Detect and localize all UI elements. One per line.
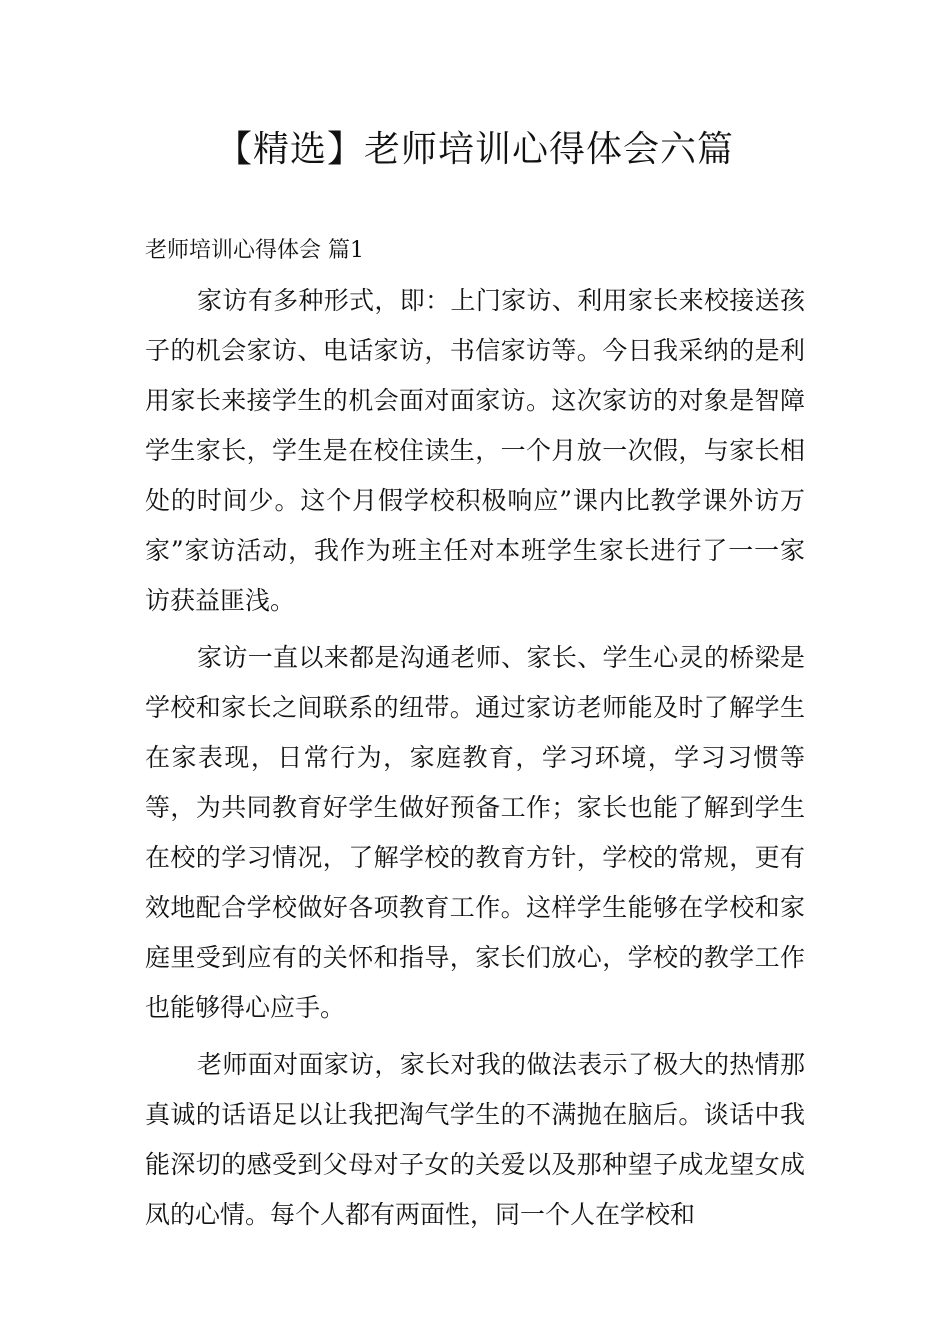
paragraph: 家访有多种形式，即：上门家访、利用家长来校接送孩子的机会家访、电话家访，书信家访等。今日我采纳的是利用家长来接学生的机会面对面家访。这次家访的对象是智障学生家长，学生是在校住读生，一个月放一次假，与家长相处的时间少。这个月假学校积极响应”课内比教学课外访万家”家访活动，我作为班主任对本班学生家长进行了一一家访获益匪浅。 [145, 286, 805, 615]
section-heading: 老师培训心得体会 篇1 [145, 238, 364, 263]
document-title: 【精选】老师培训心得体会六篇 [215, 129, 734, 170]
paragraph: 家访一直以来都是沟通老师、家长、学生心灵的桥梁是学校和家长之间联系的纽带。通过家访老师能及时了解学生在家表现，日常行为，家庭教育，学习环境，学习习惯等等，为共同教育好学生做好预备工作；家长也能了解到学生在校的学习情况，了解学校的教育方针，学校的常规，更有效地配合学校做好各项教育工作。这样学生能够在学校和家庭里受到应有的关怀和指导，家长们放心，学校的教学工作也能够得心应手。 [145, 643, 805, 1022]
paragraph: 老师面对面家访，家长对我的做法表示了极大的热情那真诚的话语足以让我把淘气学生的不满抛在脑后。谈话中我能深切的感受到父母对子女的关爱以及那种望子成龙望女成凤的心情。每个人都有两面性，同一个人在学校和 [145, 1050, 805, 1229]
document-body [145, 276, 805, 1247]
